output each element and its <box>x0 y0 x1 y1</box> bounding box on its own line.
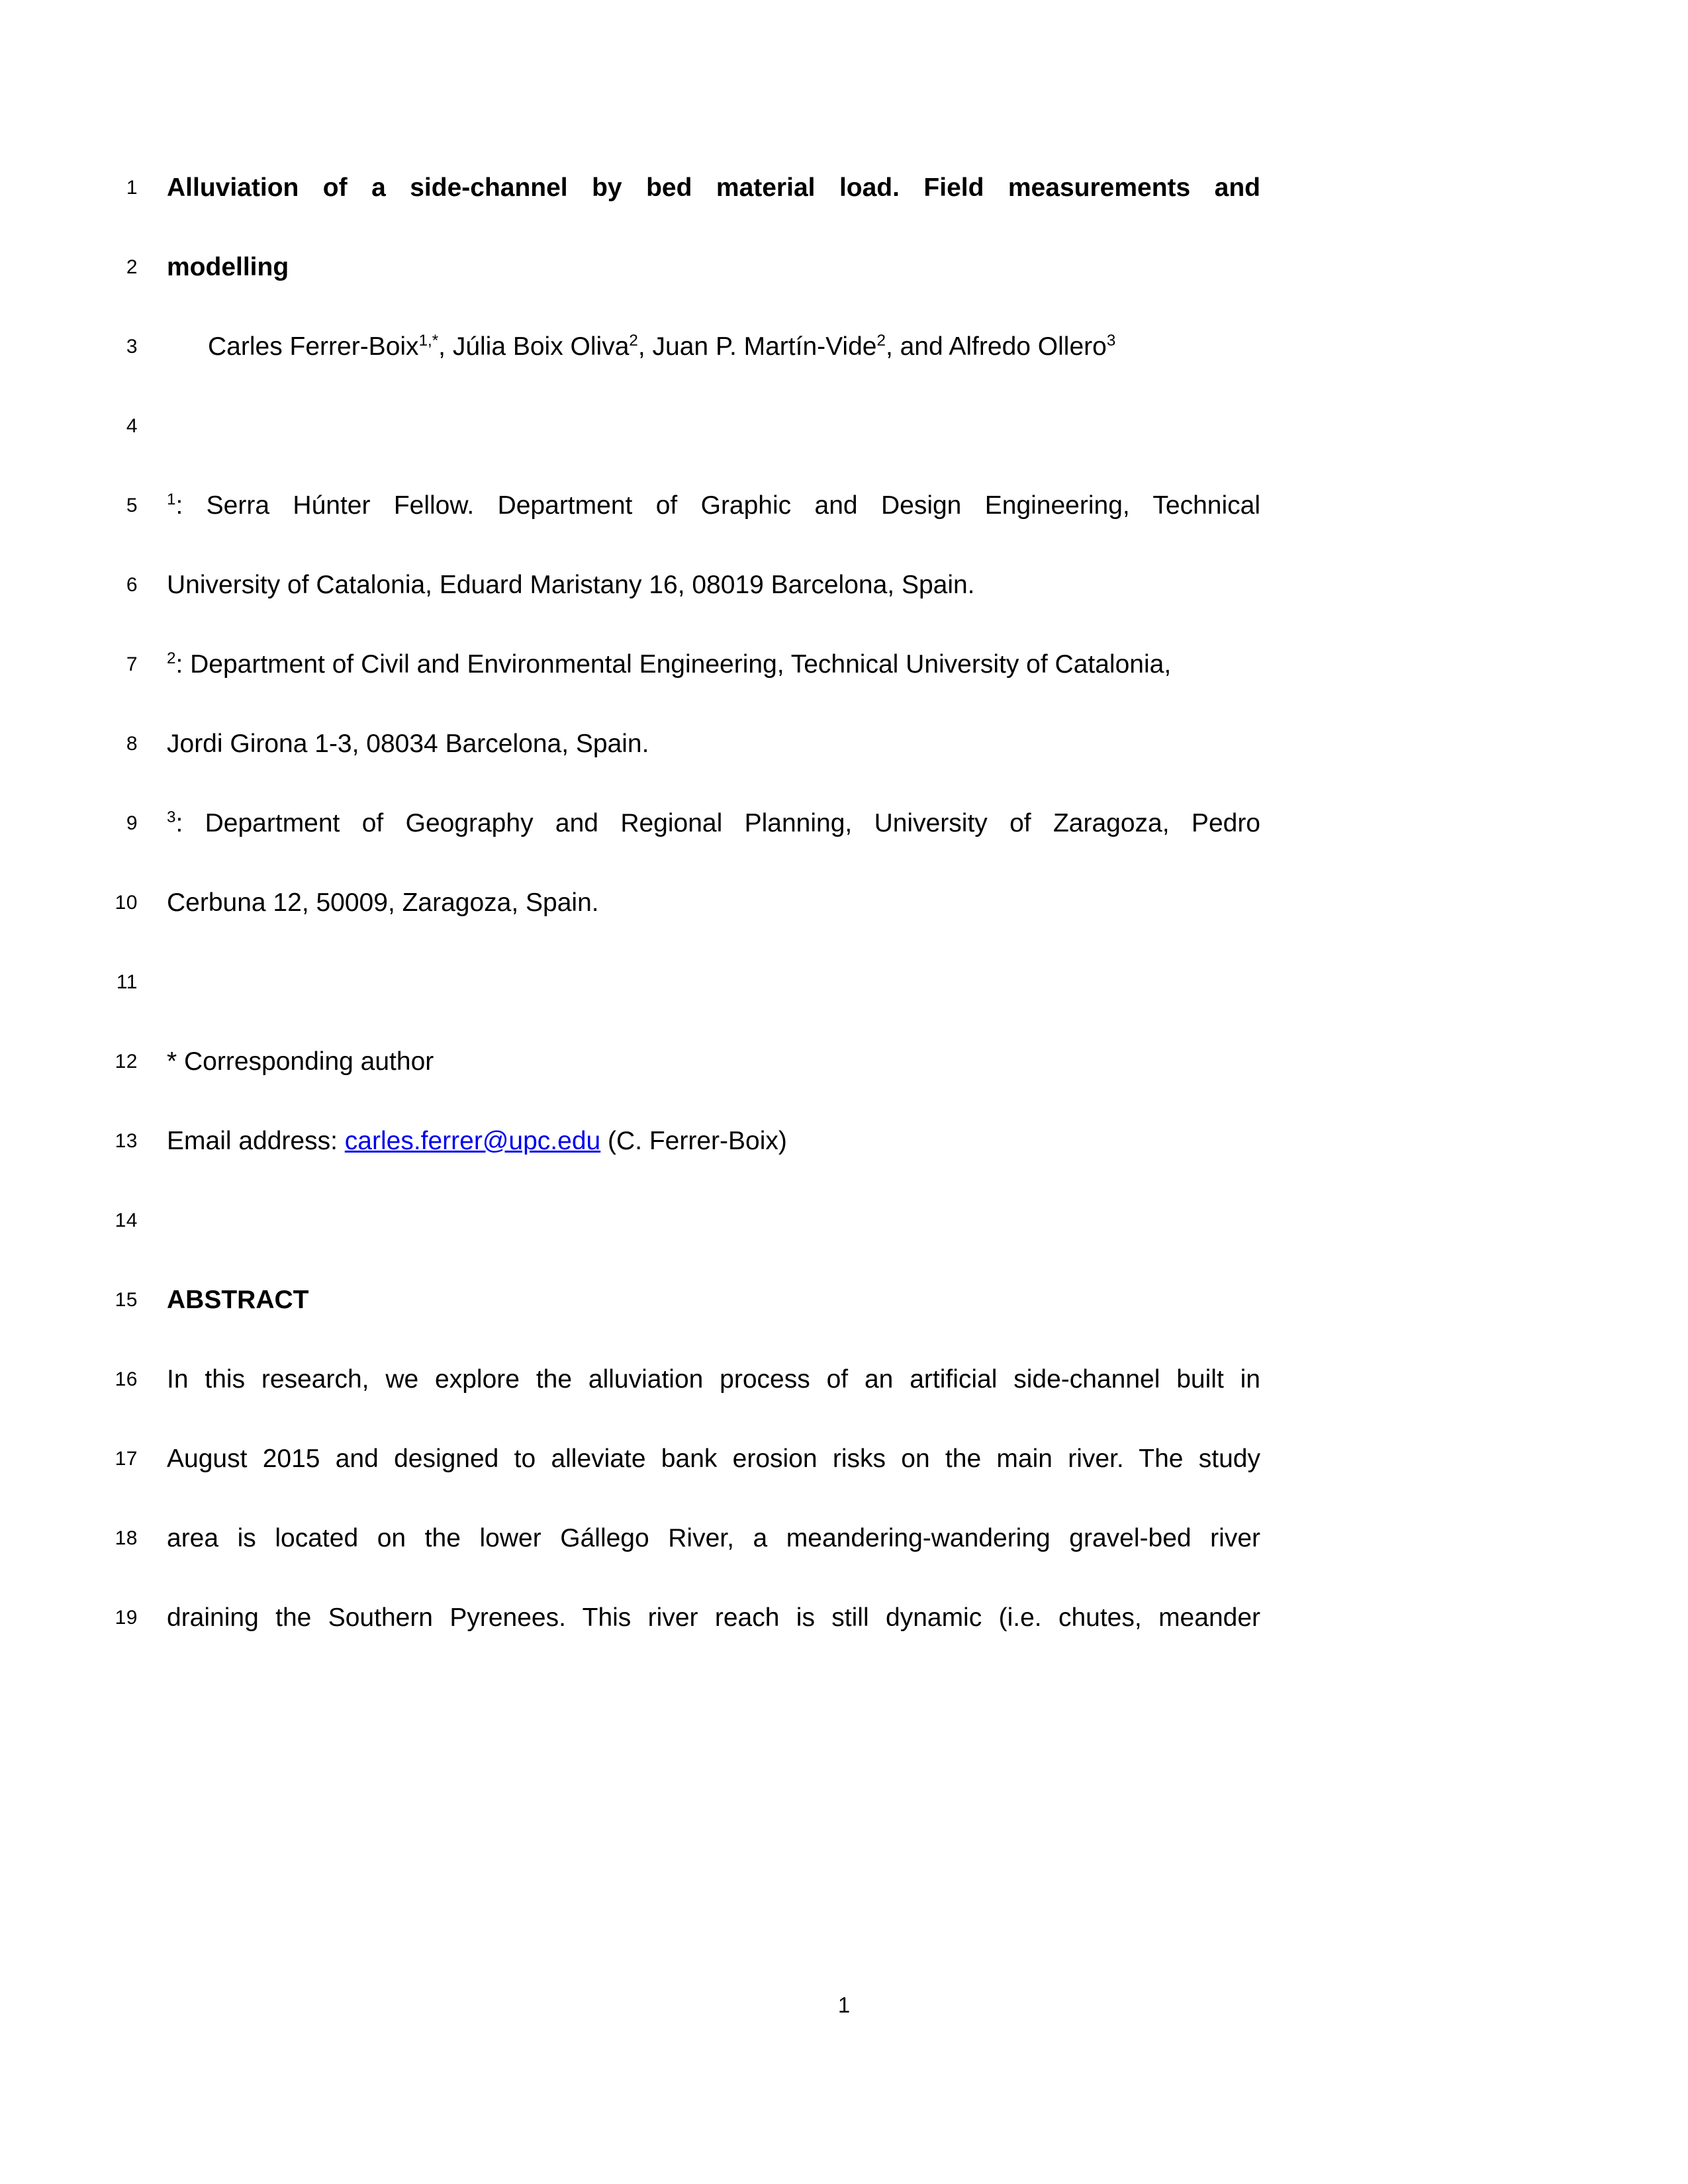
title-line-2: modelling <box>167 253 289 281</box>
page-number-footer: 1 <box>837 1993 851 2017</box>
author-3-name: Juan P. Martín-Vide <box>652 332 877 361</box>
manuscript-line <box>0 645 1688 684</box>
manuscript-line <box>0 804 1688 843</box>
abstract-line-2: August 2015 and designed to alleviate bank erosion risks on the main river. The study <box>167 1445 1260 1473</box>
email-address-line <box>167 1122 1458 1161</box>
manuscript-line <box>0 1043 1688 1081</box>
manuscript-line <box>0 1440 1688 1478</box>
affiliation-3-marker: 3 <box>167 808 176 826</box>
blank-line <box>167 1202 1458 1240</box>
manuscript-line <box>0 566 1688 604</box>
line-number: 12 <box>115 1051 138 1072</box>
author-list <box>167 328 1458 366</box>
line-number: 18 <box>115 1527 138 1549</box>
line-number: 15 <box>115 1289 138 1311</box>
author-separator: , and <box>885 332 949 361</box>
email-link[interactable]: carles.ferrer@upc.edu <box>344 1127 601 1155</box>
email-label: Email address: <box>167 1127 345 1155</box>
manuscript-line <box>0 1599 1688 1637</box>
affiliation-1-line-1 <box>167 487 1458 525</box>
blank-line <box>167 407 1458 446</box>
line-number: 1 <box>126 177 138 199</box>
affiliation-3-line-2: Cerbuna 12, 50009, Zaragoza, Spain. <box>167 888 599 917</box>
line-number: 9 <box>126 812 138 834</box>
affiliation-3-line-1 <box>167 804 1458 843</box>
manuscript-line <box>0 248 1688 287</box>
affiliation-2-marker: 2 <box>167 649 176 667</box>
manuscript-line <box>0 169 1688 207</box>
manuscript-line <box>0 1360 1688 1399</box>
line-number: 3 <box>126 336 138 357</box>
manuscript-line <box>0 1202 1688 1240</box>
author-separator: , <box>438 332 453 361</box>
affiliation-2-line-1 <box>167 645 1458 684</box>
affiliation-1-line-2: University of Catalonia, Eduard Maristany 16, 08019 Barcelona, Spain. <box>167 571 975 599</box>
line-number: 10 <box>115 892 138 914</box>
line-number: 4 <box>126 415 138 437</box>
affiliation-1-text: : Serra Húnter Fellow. Department of Graphic and Design Engineering, Technical <box>175 491 1260 520</box>
affiliation-3-text: : Department of Geography and Regional Planning, University of Zaragoza, Pedro <box>175 809 1260 837</box>
line-number: 16 <box>115 1368 138 1390</box>
line-number: 7 <box>126 653 138 675</box>
manuscript-line <box>0 1281 1688 1319</box>
manuscript-line <box>0 1519 1688 1558</box>
manuscript-line <box>0 725 1688 763</box>
line-number: 8 <box>126 733 138 755</box>
author-3-affiliation-marker: 2 <box>876 332 886 350</box>
author-2-affiliation-marker: 2 <box>629 332 638 350</box>
abstract-line-1: In this research, we explore the alluviation process of an artificial side-channel built in <box>167 1365 1260 1394</box>
line-number: 19 <box>115 1607 138 1629</box>
manuscript-line <box>0 487 1688 525</box>
line-number: 5 <box>126 495 138 516</box>
line-number: 13 <box>115 1130 138 1152</box>
author-1-affiliation-marker: 1,* <box>418 332 439 350</box>
author-separator: , <box>637 332 653 361</box>
corresponding-author-note: * Corresponding author <box>167 1047 434 1076</box>
line-number: 2 <box>126 256 138 278</box>
manuscript-line <box>0 328 1688 366</box>
abstract-line-4: draining the Southern Pyrenees. This river reach is still dynamic (i.e. chutes, meander <box>167 1603 1260 1632</box>
manuscript-line <box>0 884 1688 922</box>
email-suffix: (C. Ferrer-Boix) <box>600 1127 787 1155</box>
author-2-name: Júlia Boix Oliva <box>452 332 630 361</box>
line-number: 11 <box>116 971 138 993</box>
abstract-line-3: area is located on the lower Gállego River, a meandering-wandering gravel-bed river <box>167 1524 1260 1552</box>
title-line-1: Alluviation of a side-channel by bed material load. Field measurements and <box>167 173 1260 202</box>
manuscript-line <box>0 963 1688 1002</box>
author-4-name: Alfredo Ollero <box>949 332 1107 361</box>
manuscript-line <box>0 1122 1688 1161</box>
author-1-name: Carles Ferrer-Boix <box>208 332 419 361</box>
author-4-affiliation-marker: 3 <box>1106 332 1116 350</box>
blank-line <box>167 963 1458 1002</box>
abstract-heading: ABSTRACT <box>167 1286 309 1314</box>
manuscript-line <box>0 407 1688 446</box>
affiliation-2-text: : Department of Civil and Environmental Engineering, Technical University of Catalonia, <box>175 650 1172 679</box>
line-number: 14 <box>115 1210 138 1231</box>
affiliation-1-marker: 1 <box>167 491 176 508</box>
affiliation-2-line-2: Jordi Girona 1-3, 08034 Barcelona, Spain. <box>167 730 649 758</box>
line-number: 6 <box>126 574 138 596</box>
line-number: 17 <box>115 1448 138 1470</box>
